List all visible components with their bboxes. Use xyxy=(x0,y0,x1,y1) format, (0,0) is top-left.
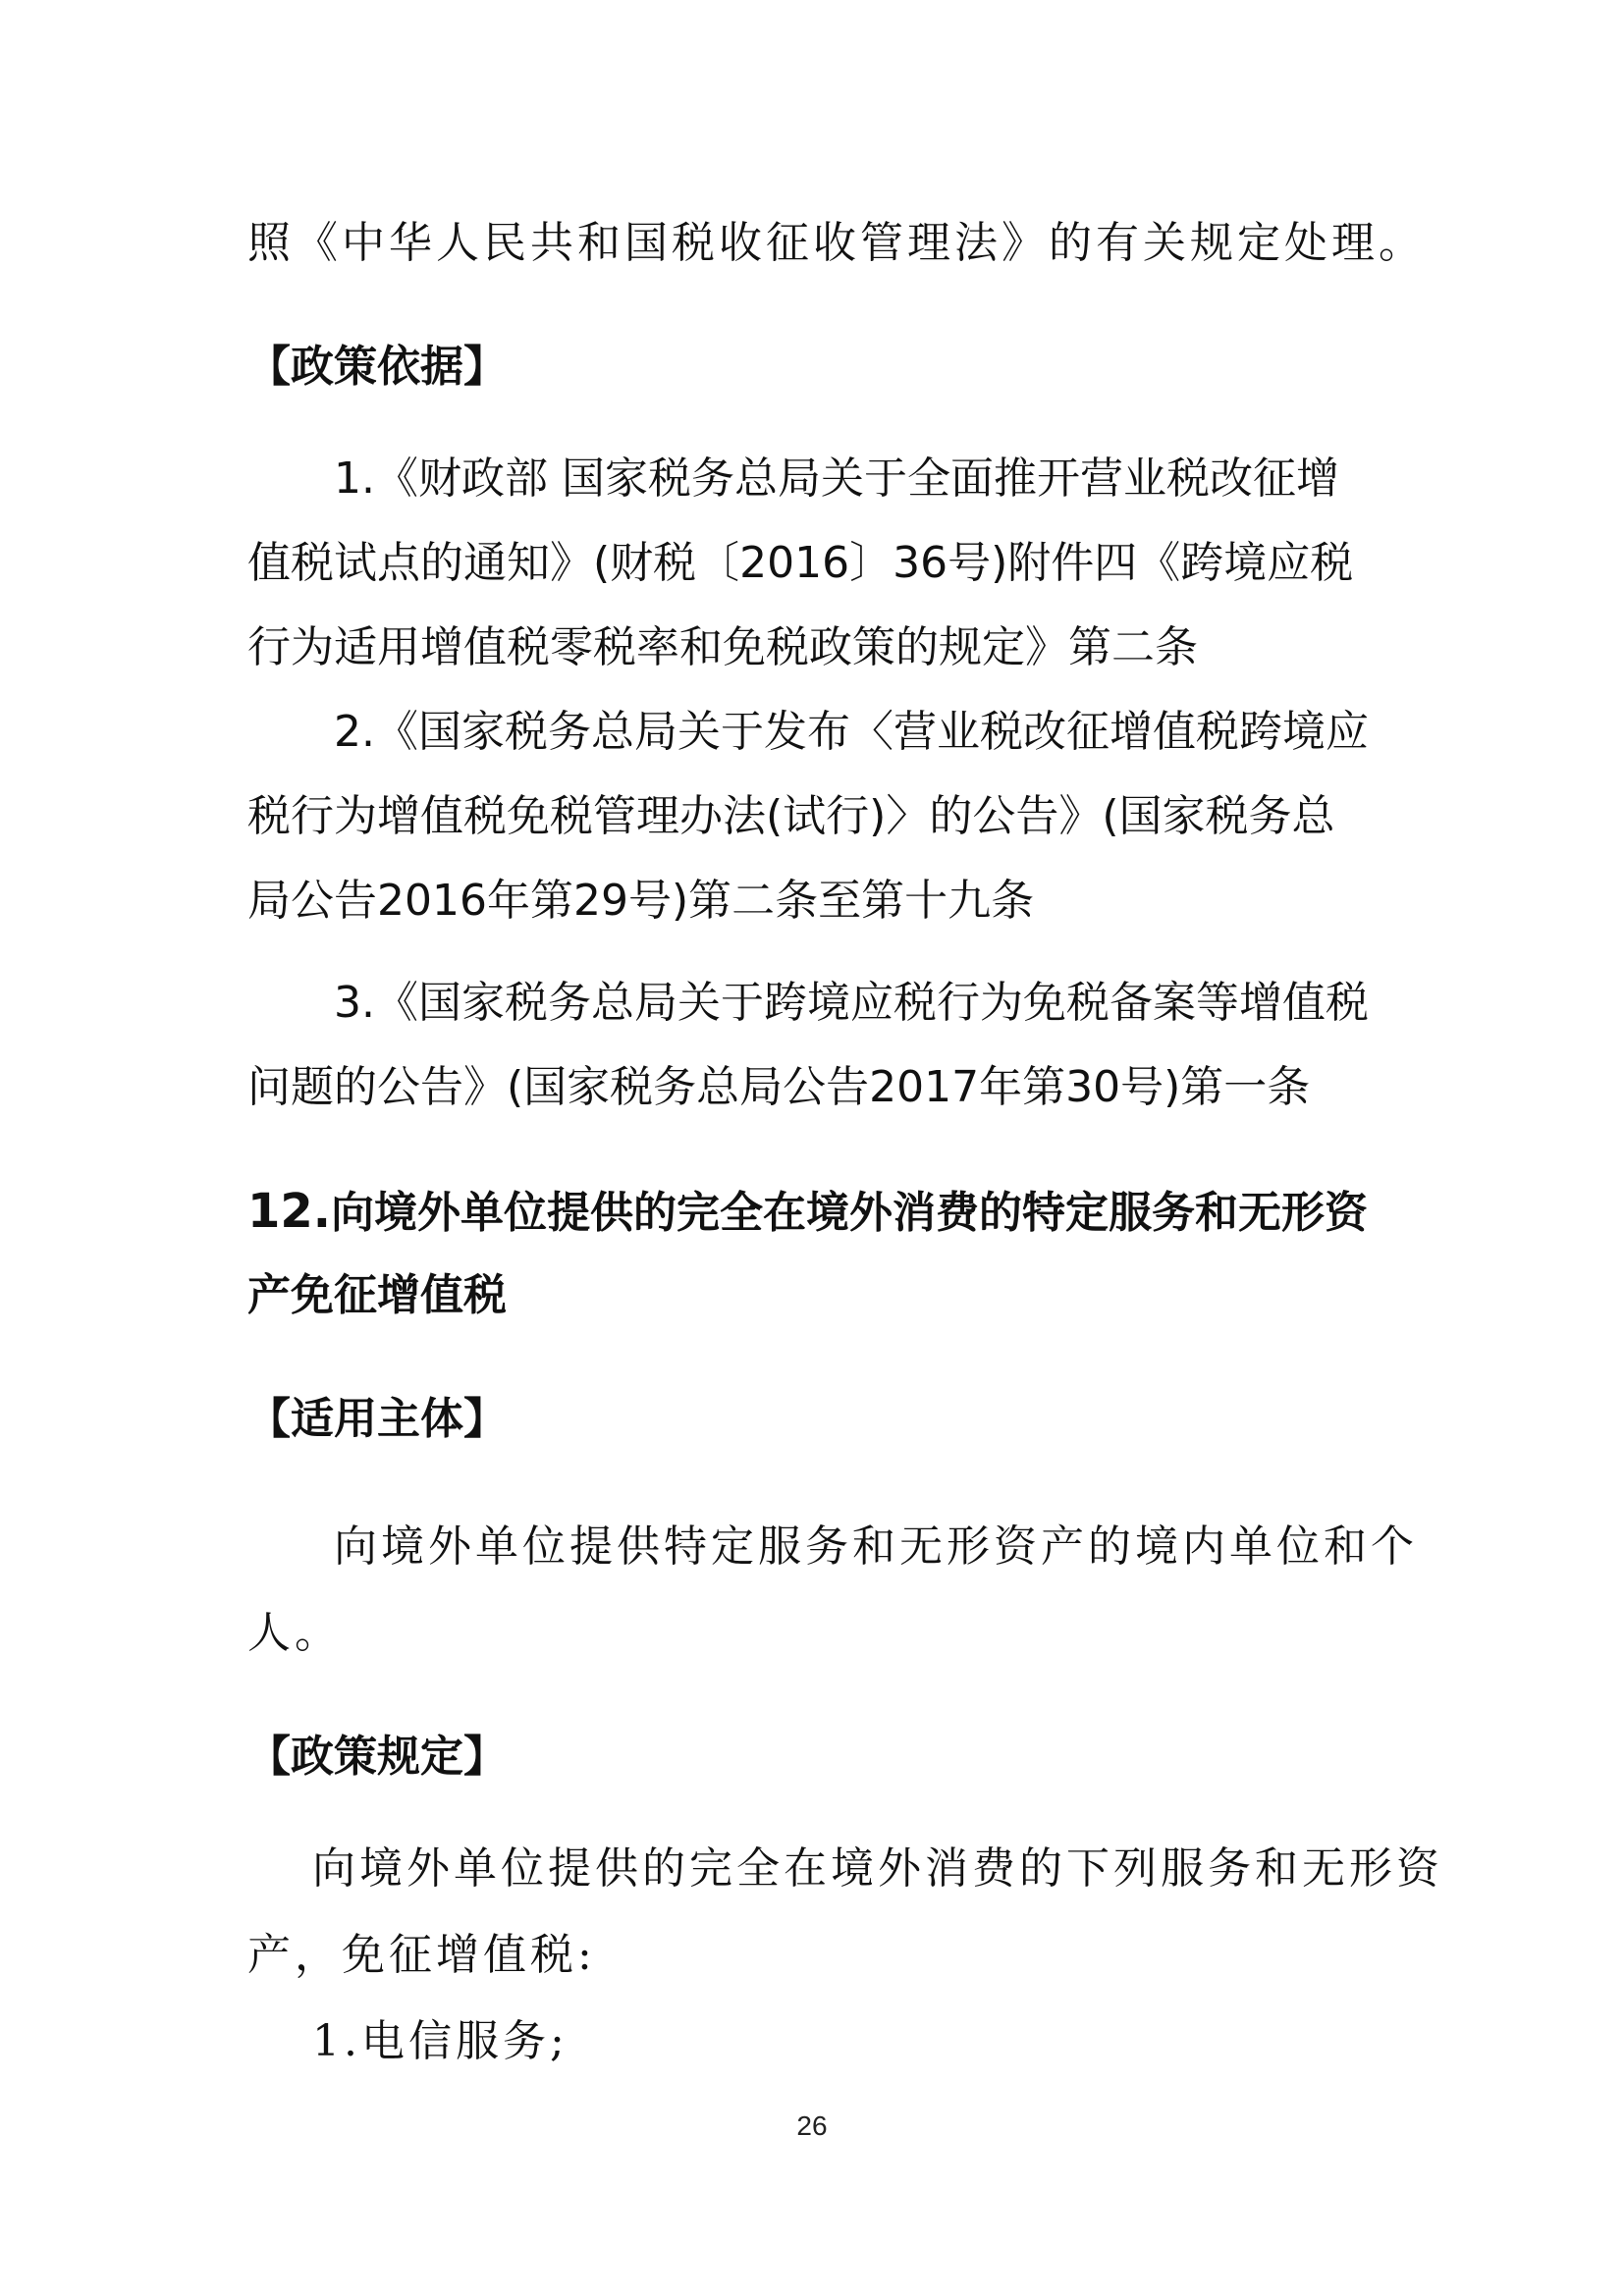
basis-item-2-line-2: 税行为增值税免税管理办法(试行)〉的公告》(国家税务总 xyxy=(247,791,1335,841)
basis-item-3-line-2: 问题的公告》(国家税务总局公告2017年第30号)第一条 xyxy=(247,1062,1311,1112)
policy-basis-heading: 【政策依据】 xyxy=(247,342,507,392)
applicable-subject-heading: 【适用主体】 xyxy=(247,1394,507,1444)
basis-item-2-line-3: 局公告2016年第29号)第二条至第十九条 xyxy=(247,876,1035,926)
page-number: 26 xyxy=(796,2110,828,2141)
subject-line-1: 向境外单位提供特定服务和无形资产的境内单位和个 xyxy=(334,1522,1418,1572)
section-title-line-2: 产免征增值税 xyxy=(247,1270,507,1320)
basis-item-3-line-1: 3.《国家税务总局关于跨境应税行为免税备案等增值税 xyxy=(334,978,1369,1028)
basis-item-1-line-2: 值税试点的通知》(财税〔2016〕36号)附件四《跨境应税 xyxy=(247,538,1354,588)
basis-item-1-line-3: 行为适用增值税零税率和免税政策的规定》第二条 xyxy=(247,622,1198,672)
basis-item-1-line-1: 1.《财政部 国家税务总局关于全面推开营业税改征增 xyxy=(334,454,1339,504)
section-title-line-1 xyxy=(247,1182,1368,1241)
rule-line-2: 产，免征增值税: xyxy=(247,1930,596,1980)
section-title-text: 向境外单位提供的完全在境外消费的特定服务和无形资 xyxy=(331,1188,1369,1238)
section-number: 12. xyxy=(247,1184,332,1239)
basis-item-2-line-1: 2.《国家税务总局关于发布〈营业税改征增值税跨境应 xyxy=(334,707,1369,757)
policy-rule-heading: 【政策规定】 xyxy=(247,1732,507,1782)
rule-line-1: 向境外单位提供的完全在境外消费的下列服务和无形资 xyxy=(312,1843,1443,1894)
subject-line-2: 人。 xyxy=(247,1608,342,1658)
rule-item-1: 1.电信服务; xyxy=(312,2016,568,2066)
continuation-text: 照《中华人民共和国税收征收管理法》的有关规定处理。 xyxy=(247,218,1426,268)
